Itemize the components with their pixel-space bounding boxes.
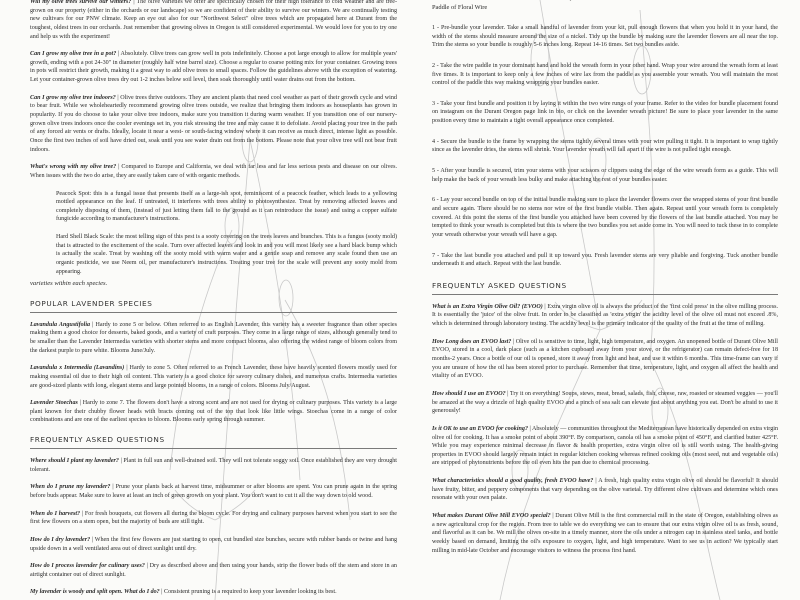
left-column xyxy=(30,0,397,598)
faq-entry: Can I grow my olive tree in a pot? | Absolutely. Olive trees can grow well in pots indefinitely. Choose a pot large enough to allow for multiple years' growth, ending with a pot 24-30" in diameter (roughly half wine barrel size). Choose a regular to coarse potting mix for your container. Growing trees in pots will restrict their growth, making it a great way to add olive trees to small spaces. Follow the guidelines above with the exception of watering. Let your container-grown olive trees dry out 1-2 inches below soil level, then soak thoroughly until water drains out from the bottom. xyxy=(30,51,398,84)
faq-entry: What is an Extra Virgin Olive Oil? (EVOO) | Extra virgin olive oil is always the product of the 'first cold press' in the olive milling process. It is essentially the 'juice' of the olive fruit. In order to be classified as 'extra virgin' the acidity level of the olive oil must not exceed .8%, which is determined through laboratory testing. The acidity level is the primary indicator of the quality of the fruit at the time of milling. xyxy=(432,303,779,328)
faq-entry: Will my olive trees survive our winters? | The olive varieties we offer are specifically chosen for their high tolerance to cold weather and are tree-grown on our property (either in the orchards or our landscape) so we are confident of their ability to survive our winters. We are continually testing new cultivars for our PNW climate. Keep an eye out also for our "Northwest Select" olive trees which are propagated here at Durant from the toughest, oldest trees in our orchards. Just remember that growing olives in Oregon is still considered experimental. We would love for you to try one and help us with the experiment! xyxy=(30,0,397,40)
wreath-step: 4 - Secure the bundle to the frame by wrapping the stems tightly several times with your wire pulling it tight. It is important to wrap tightly since as the lavender dries, the stems will shrink. Your lavender wreath will fall apart if the wire is not pulled tight enough. xyxy=(432,138,778,154)
peacock-spot-paragraph: Peacock Spot: this is a fungal issue that presents itself as a large-ish spot, reminiscent of a peacock feather, which leads to a yellowing mottled appearance on the leaf. If untreated, it interferes with trees ability to photosynthesize. Treat by removing affected leaves and completely disposing of them, (instead of just letting them fall to the ground as it can reintroduce the issue) and using a copper sulfate fungicide according to manufacturer's instructions. xyxy=(56,190,397,223)
supply-item xyxy=(547,0,575,1)
black-scale-paragraph: Hard Shell Black Scale: the most telling sign of this pest is a sooty covering on the trees leaves and branches. This is a fungus (sooty mold) that is attracted to the excitement of the scale. Turn over affected leaves and look in and you will most likely see a hard black bump which is actually the scale. Treat by washing off the sooty mold with warm water and a gentle soap and remove any scale found then use an organic pesticide, we use Neem oil, per manufacturer's instructions. Treating your tree for the scale will prevent any sooty mold from appearing. xyxy=(56,234,397,275)
supply-item xyxy=(432,0,473,1)
wreath-step: 6 - Lay your second bundle on top of the initial bundle making sure to place the lavender flowers over the wrapped stems of your first bundle and secure again. There should be no stems nor wire of the first bundle visible. Then again. Repeat until your wreath form is completely covered. At this point the stems of the first bundle you attached have been covered by the flowers of the last bundle attached. You may be tempted to think your wreath is completed but this is where the two bundles you set aside come in. You will need to tuck these in to complete your wreath otherwise your wreath will have a gap. xyxy=(432,197,778,238)
faq-entry: How Long does an EVOO last? | Olive oil is sensitive to time, light, high temperature, and oxygen. An unopened bottle of Durant Olive Mill EVOO, stored in a cool, dark place (such as a kitchen cupboard away from your stove, or the refrigerator) can remain defect-free for 18 months-2 years. Once a bottle of our oil is opened, store it away from light and heat, and use it within 6 months. This time-frame can vary if you are unsure of how the oil has been stored prior to purchase. Remember that time, temperature, light, and oxygen all affect the health and vitality of an EVOO. xyxy=(432,338,778,380)
section-divider xyxy=(432,294,778,295)
faq-entry: What characteristics should a good quality, fresh EVOO have? | A fresh, high quality extra virgin olive oil should be flavorful! It should have fruity, bitter, and peppery components that vary depending on the olive varietal. Try different olive cultivars and determine which ones resonate with your own palate. xyxy=(432,478,778,502)
wreath-step: 5 - After your bundle is secured, trim your stems with your scissors or clippers using the edge of the wire wreath form as a guide. This will help make the back of your wreath less bulky and make attaching the rest of your bundles easier. xyxy=(432,168,778,183)
faq-entry: When do I harvest? | For fresh bouquets, cut flowers all during the bloom cycle. For drying and culinary purposes harvest when you start to see the first few flowers on a stem open, but the majority of buds are still tight. xyxy=(30,510,397,526)
wreath-step: 2 - Take the wire paddle in your dominant hand and hold the wreath form in your other hand. Wrap your wire around the wreath form at least five times. It is important to keep only a few inches of wire lax from the paddle as you assemble your wreath. You will maintain the most control of the paddle this way making wrapping your bundles easier. xyxy=(432,62,778,87)
faq-entry: What makes Durant Olive Mill EVOO special? | Durant Olive Mill is the first commercial mill in the state of Oregon, establishing olives as a new agricultural crop for the region. From tree to table we do everything we can to ensure that our extra virgin olive oil is as fresh, sound, and flavorful as it can be. We mill the olives on-site in a timely manner, store the oils under a nitrogen cap in stainless steel tanks, and bottle weekly based on demand, limiting the oil's exposure to oxygen, light, and high temperature. Want to see us in action? We typically start milling in mid-late October and encourage visitors to witness the process first hand. xyxy=(432,512,778,554)
faq-entry: What's wrong with my olive tree? | Compared to Europe and California, we deal with far less and far less serious pests and disease on our olives. When issues with the two do arise, they are easily taken care of with organic methods. xyxy=(30,164,398,179)
faq-entry: How do I dry lavender? | When the first few flowers are just starting to open, cut bundled size bunches, secure with rubber bands or twine and hang upside down in a well ventilated area out of direct sunlight until dry. xyxy=(30,536,397,552)
faq-entry: When do I prune my lavender? | Prune your plants back at harvest time, midsummer or after blooms are spent. You can prune again in the spring before buds appear. Make sure to leave at least an inch of green growth on your plant. You don't want to cut it all the way down to old wood. xyxy=(30,484,397,499)
section-divider xyxy=(30,448,397,449)
wreath-step: 1 - Pre-bundle your lavender. Take a small handful of lavender from your kit, pull enough flowers that when you hold it in your hand, the width of the stems should measure around the size of a nickel. Tidy up the bundle by making sure the lavender flowers are all near the top. Trim the stems so your bundle is roughly 5-6 inches long. Repeat 14-16 times. Set two bundles aside. xyxy=(432,25,778,49)
faq-entry: My lavender is woody and split open. What do I do? | Consistent pruning is a required to keep your lavender looking its best. xyxy=(30,589,337,596)
evoo-faq-heading: FREQUENTLY ASKED QUESTIONS xyxy=(432,280,567,290)
species-entry: Lavandula x Intermedia (Lavandins) | Hardy to zone 5. Often referred to as French Lavender, these have heavily scented flowers mostly used for making essential oil due to their high oil content. This variety is a good choice for savory culinary dishes, and numerous crafts. Intermedia varieties are good-sized plants with long, elegant stems and large pointed blooms, in a range of colors. Blooms July/August. xyxy=(30,365,397,389)
supply-item: Paddle of Floral Wire xyxy=(432,4,488,11)
species-entry: Lavender Stoechas | Hardy to zone 7. The flowers don't have a strong scent and are not used for drying or culinary purposes. This variety is a large plant known for their chubby flower heads with bracts coming out of the top that look like little wings. Stoechas come in a range of color combinations and are one of the earliest species to bloom. Blooms early spring through summer. xyxy=(30,400,398,424)
faq-entry: Where should I plant my lavender? | Plant in full sun and well-drained soil. They will not tolerate soggy soil. Once established they are very drought tolerant. xyxy=(30,458,397,473)
lavender-faq-heading: FREQUENTLY ASKED QUESTIONS xyxy=(30,435,165,445)
faq-entry: Is it OK to use an EVOO for cooking? | Absolutely — communities throughout the Mediterranean have historically depended on extra virgin olive oil for cooking. It has a smoke point of about 390°F. By comparison, canola oil has a smoke point of 450°F, and clarified butter 425°F. While you may experience minimal decrease in flavor & health properties, extra virgin olive oil is still worth using. The health-giving properties in EVOO should largely remain intact in regular kitchen cooking whereas refined cooking oils (most seed, nut and vegetable oils) are stripped of phytonutrients before the oil even hits the pan due to chemical processing. xyxy=(432,425,778,467)
supplies-list xyxy=(432,0,778,24)
faq-entry: Can I grow my olive tree indoors? | Olive trees thrive outdoors. They are ancient plants that need cool weather as part of their growth cycle and wind to bear fruit. While we wholeheartedly recommend growing olive trees outside, we realize that bringing them indoors as houseplants has grown in popularity. If you do choose to take your olive tree indoors, make sure you transition it during warm weather. If you transition one of our nursery-grown olive trees indoors once the cooler evenings set in, you risk stressing the tree and may cause it to defoliate. Avoid placing your tree in the path of any forced air vents or drafts. Ideally, locate it near a west- or south-facing window where it can receive as much direct, intense light as possible. Once the first two inches of soil have dried out, soak until you see water drain out from the bottom. Please note that your olive tree will not bear fruit indoors. xyxy=(30,94,397,153)
species-entry: Lavandula Angustifolia | Hardy to zone 5 or below. Often referred to as English Lavender, this variety has a sweeter fragrance than other species making them a good choice for desserts, baked goods, and a variety of craft purposes. They come in a large range of sizes, although generally tend to be smaller than the Lavender Intermedia varieties with shorter stems and more compact blooms, also offering the widest range of bloom colors from the darkest purple to pure white. Blooms June/July. xyxy=(30,321,397,354)
faq-entry: How do I process lavender for culinary uses? | Dry as described above and then using your hands, strip the flower buds off the stem and store in an airtight container out of direct sunlight. xyxy=(30,563,397,578)
right-column xyxy=(432,0,778,600)
wreath-step: 7 - Take the last bundle you attached and pull it up toward you. Fresh lavender stems are very pliable and forgiving. Tuck another bundle underneath it and attach. Repeat with the last bundle. xyxy=(432,252,778,268)
section-divider xyxy=(30,312,397,313)
popular-species-heading: POPULAR LAVENDER SPECIES xyxy=(30,298,153,308)
faq-entry: How should I use an EVOO? | Try it on everything! Soups, stews, meat, bread, salads, fish, cheese, raw, roasted or steamed veggies — you'll be amazed at the way a drizzle of high quality EVOO and a pinch of sea salt can elevate just about anything you eat. Don't be afraid to use it generously! xyxy=(432,390,778,415)
wreath-step: 3 - Take your first bundle and position it by laying it within the two wire rungs of your frame. Refer to the video for bundle placement found on instagram on the Durant Oregon page link in bio, or click on the lavender wreath picture! Be sure to place your lavender in the same position every time to maintain a tight overall appearance once completed. xyxy=(432,100,778,125)
varieties-note: varieties within each species. xyxy=(30,280,108,288)
